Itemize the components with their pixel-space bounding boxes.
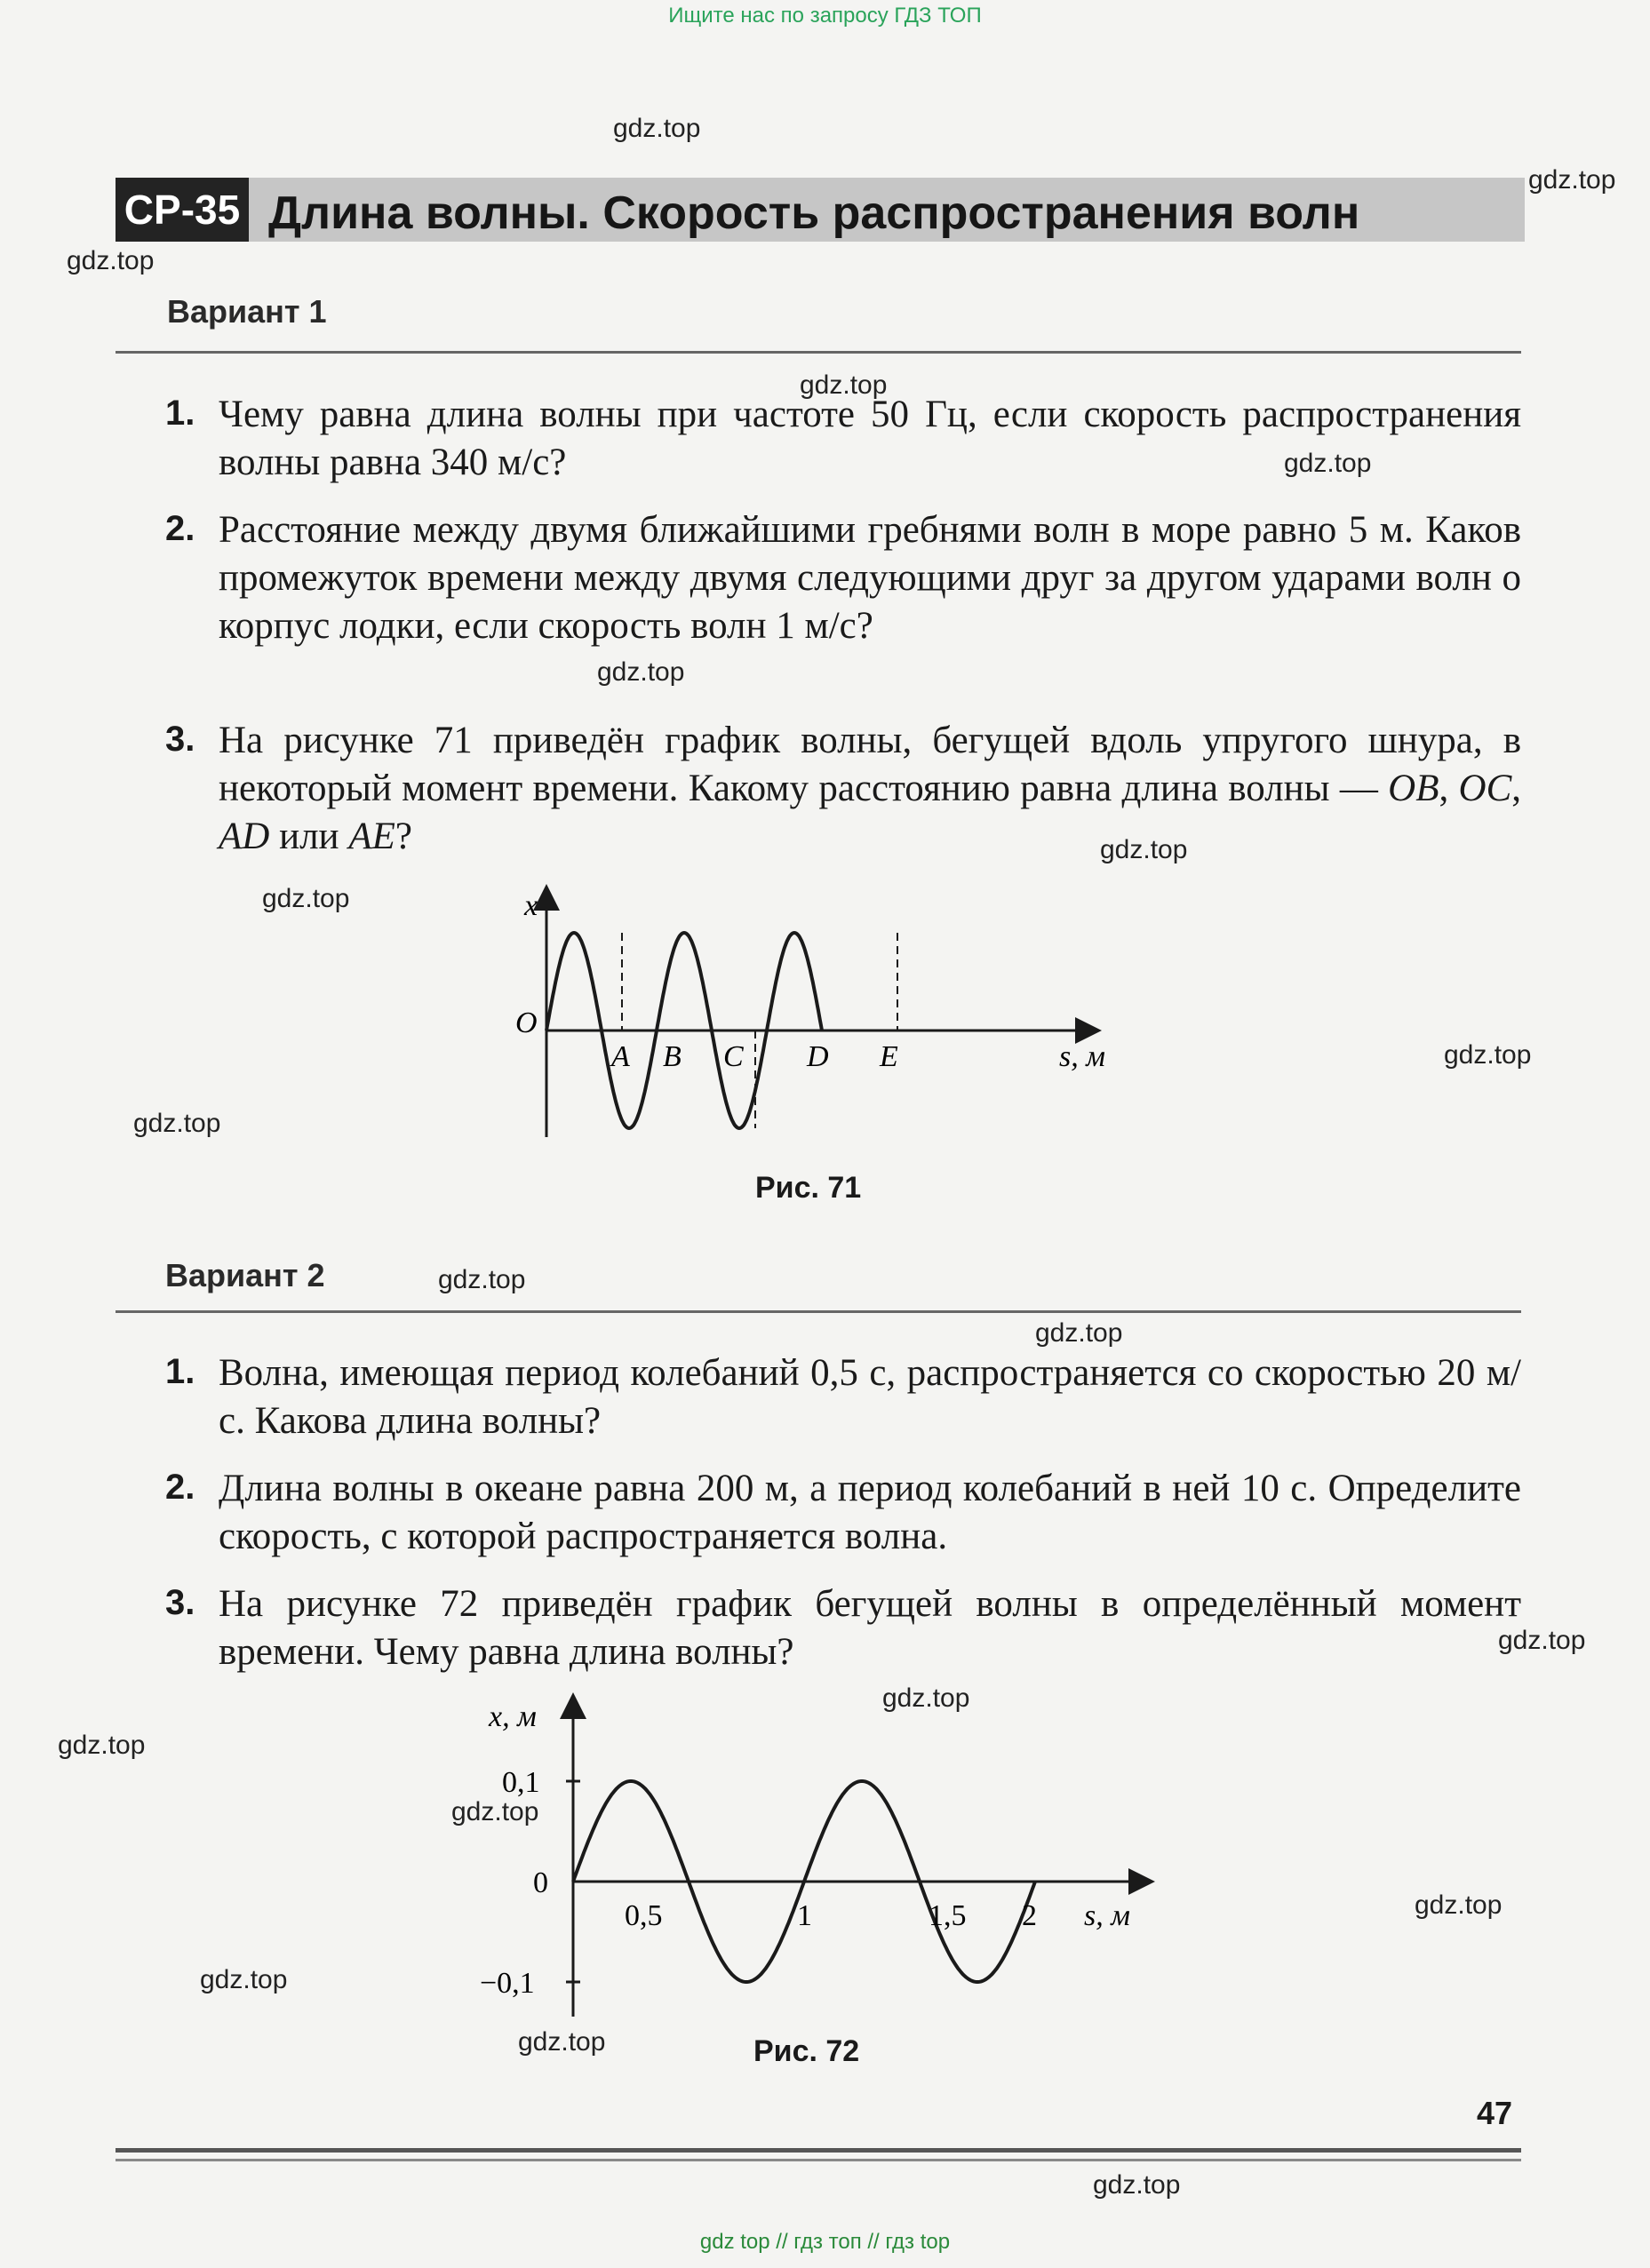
fig72-ytick-label-top: 0,1 xyxy=(502,1766,540,1799)
v2-q1-text: Волна, имеющая период колебаний 0,5 с, распространяется со скоростью 20 м/с. Какова длина волны? xyxy=(219,1352,1521,1442)
v1-q3-end: ? xyxy=(395,816,412,857)
watermark: gdz.top xyxy=(800,370,888,400)
fig72-xtick-label-2: 2 xyxy=(1022,1899,1037,1932)
watermark: gdz.top xyxy=(262,884,350,913)
watermark: gdz.top xyxy=(1415,1890,1503,1920)
watermark: gdz.top xyxy=(613,114,701,143)
fig71-point-d: D xyxy=(807,1040,829,1073)
watermark: gdz.top xyxy=(518,2027,606,2057)
v1-q2-number: 2. xyxy=(165,509,195,548)
fig71-point-e: E xyxy=(880,1040,898,1073)
watermark: gdz.top xyxy=(1093,2170,1181,2200)
divider xyxy=(116,1310,1521,1313)
watermark: gdz.top xyxy=(1284,449,1372,478)
v1-q3-option-ob: OB xyxy=(1388,768,1439,809)
watermark: gdz.top xyxy=(67,246,155,275)
watermark: gdz.top xyxy=(597,657,685,687)
fig71-x-label: s, м xyxy=(1059,1040,1105,1073)
fig72-caption: Рис. 72 xyxy=(753,2034,860,2068)
watermark: gdz.top xyxy=(882,1683,970,1713)
v1-q3-text xyxy=(219,717,1521,861)
fig72-x-label: s, м xyxy=(1084,1899,1130,1932)
v1-q1-number: 1. xyxy=(165,394,195,433)
fig72-ytick-label-zero: 0 xyxy=(533,1866,548,1899)
fig71-point-a: A xyxy=(611,1040,630,1073)
v2-q1-number: 1. xyxy=(165,1352,195,1391)
variant1-title: Вариант 1 xyxy=(167,293,327,330)
watermark: gdz.top xyxy=(451,1797,539,1826)
page-title: Длина волны. Скорость распространения волн xyxy=(268,187,1360,239)
bottom-rule-thin xyxy=(116,2159,1521,2161)
v2-q2-number: 2. xyxy=(165,1468,195,1507)
watermark: gdz.top xyxy=(1100,835,1188,864)
watermark: gdz.top xyxy=(133,1109,221,1138)
fig71-point-b: B xyxy=(663,1040,682,1073)
bottom-links[interactable]: gdz top // гдз топ // гдз top xyxy=(699,2230,951,2254)
v2-q3-text: На рисунке 72 приведён график бегущей волны в определённый момент времени. Чему равна длина волны? xyxy=(219,1583,1521,1673)
v1-q3-number: 3. xyxy=(165,720,195,759)
fig72-xtick-label-1-5: 1,5 xyxy=(929,1899,967,1932)
section-code: СР-35 xyxy=(116,178,249,242)
v1-q3-option-ad: AD xyxy=(219,816,270,857)
v1-q3-text-before: На рисунке 71 приведён график волны, бегущей вдоль упругого шнура, в некоторый момент времени. Какому расстоянию равна длина волны — xyxy=(219,720,1521,809)
figure-71 xyxy=(498,879,1120,1146)
fig72-ytick-label-bottom: −0,1 xyxy=(480,1967,535,2000)
v1-q3-sep: или xyxy=(269,816,349,857)
page-number: 47 xyxy=(1477,2095,1513,2131)
v2-q2-text: Длина волны в океане равна 200 м, а период колебаний в ней 10 с. Определите скорость, с которой распространяется волна. xyxy=(219,1468,1521,1557)
v1-q3-sep: , xyxy=(1439,768,1459,809)
top-search-link[interactable]: Ищите нас по запросу ГДЗ ТОП xyxy=(668,4,982,28)
watermark: gdz.top xyxy=(1035,1318,1123,1348)
watermark: gdz.top xyxy=(1528,165,1616,195)
bottom-rule xyxy=(116,2148,1521,2153)
fig71-y-label: x xyxy=(524,889,538,922)
v1-q1-text: Чему равна длина волны при частоте 50 Гц, если скорость распространения волны равна 340 м/с? xyxy=(219,394,1521,483)
v1-q3-option-ae: AE xyxy=(348,816,395,857)
v1-q3-option-oc: OC xyxy=(1458,768,1512,809)
fig71-caption: Рис. 71 xyxy=(755,1171,862,1205)
figure-72 xyxy=(480,1692,1191,2021)
watermark: gdz.top xyxy=(438,1265,526,1294)
fig72-xtick-label-1: 1 xyxy=(797,1899,812,1932)
variant2-title: Вариант 2 xyxy=(165,1257,325,1293)
v1-q3-sep: , xyxy=(1511,768,1522,809)
divider xyxy=(116,351,1521,354)
v1-q2-text: Расстояние между двумя ближайшими гребнями волн в море равно 5 м. Каков промежуток времени между двумя следующими друг за другом ударами волн о корпус лодки, если скорость волн 1 м/с? xyxy=(219,509,1521,647)
fig71-origin-label: O xyxy=(515,1007,538,1039)
fig71-point-c: C xyxy=(723,1040,744,1073)
v2-q3-number: 3. xyxy=(165,1583,195,1622)
watermark: gdz.top xyxy=(200,1965,288,1994)
fig72-y-label: x, м xyxy=(489,1700,537,1733)
watermark: gdz.top xyxy=(1444,1040,1532,1070)
watermark: gdz.top xyxy=(1498,1626,1586,1655)
fig72-xtick-label-0-5: 0,5 xyxy=(625,1899,663,1932)
watermark: gdz.top xyxy=(58,1731,146,1760)
